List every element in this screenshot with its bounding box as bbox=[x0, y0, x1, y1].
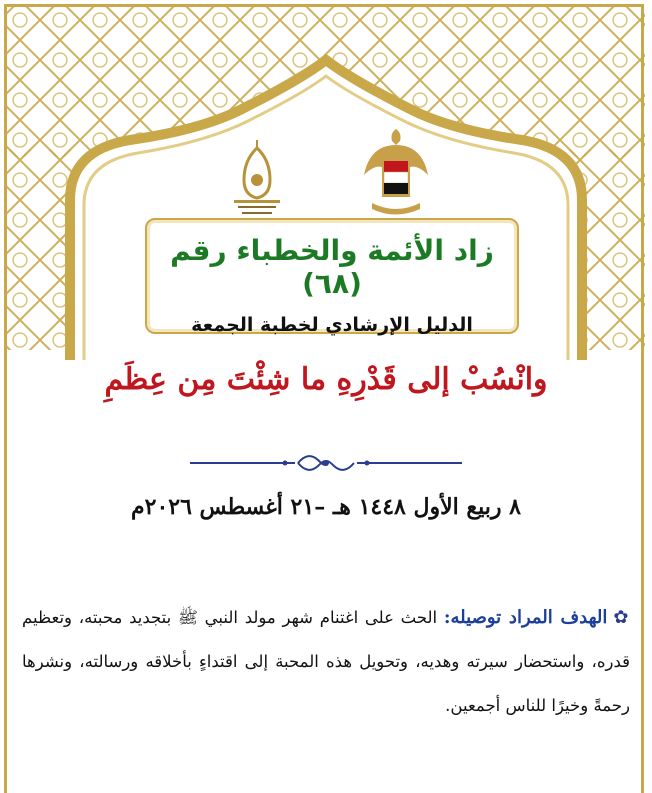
goal-paragraph bbox=[22, 596, 630, 728]
issue-title: زاد الأئمة والخطباء رقم (٦٨) bbox=[170, 234, 494, 300]
sermon-headline: وانْسُبْ إلى قَدْرِهِ ما شِئْتَ مِن عِظَمِ bbox=[104, 362, 548, 397]
title-box bbox=[145, 218, 519, 334]
ministry-logo-icon bbox=[222, 140, 292, 220]
flower-bullet-icon: ✿ bbox=[613, 607, 630, 628]
goal-label: الهدف المراد توصيله: bbox=[443, 607, 608, 628]
sermon-date: ٨ ربيع الأول ١٤٤٨ هـ –٢١ أغسطس ٢٠٢٦م bbox=[131, 494, 521, 520]
goal-text: الحث على اغتنام شهر مولد النبي ﷺ بتجديد محبته، وتعظيم قدره، واستحضار سيرته وهديه، وتحويل هذه المحبة إلى اقتداءٍ بأخلاقه ورسالته، ونشرها رحمةً وخيرًا للناس أجمعين. bbox=[22, 608, 630, 715]
issue-subtitle: الدليل الإرشادي لخطبة الجمعة bbox=[191, 314, 473, 336]
egypt-eagle-icon bbox=[360, 125, 432, 220]
ornamental-divider-icon bbox=[190, 448, 462, 478]
